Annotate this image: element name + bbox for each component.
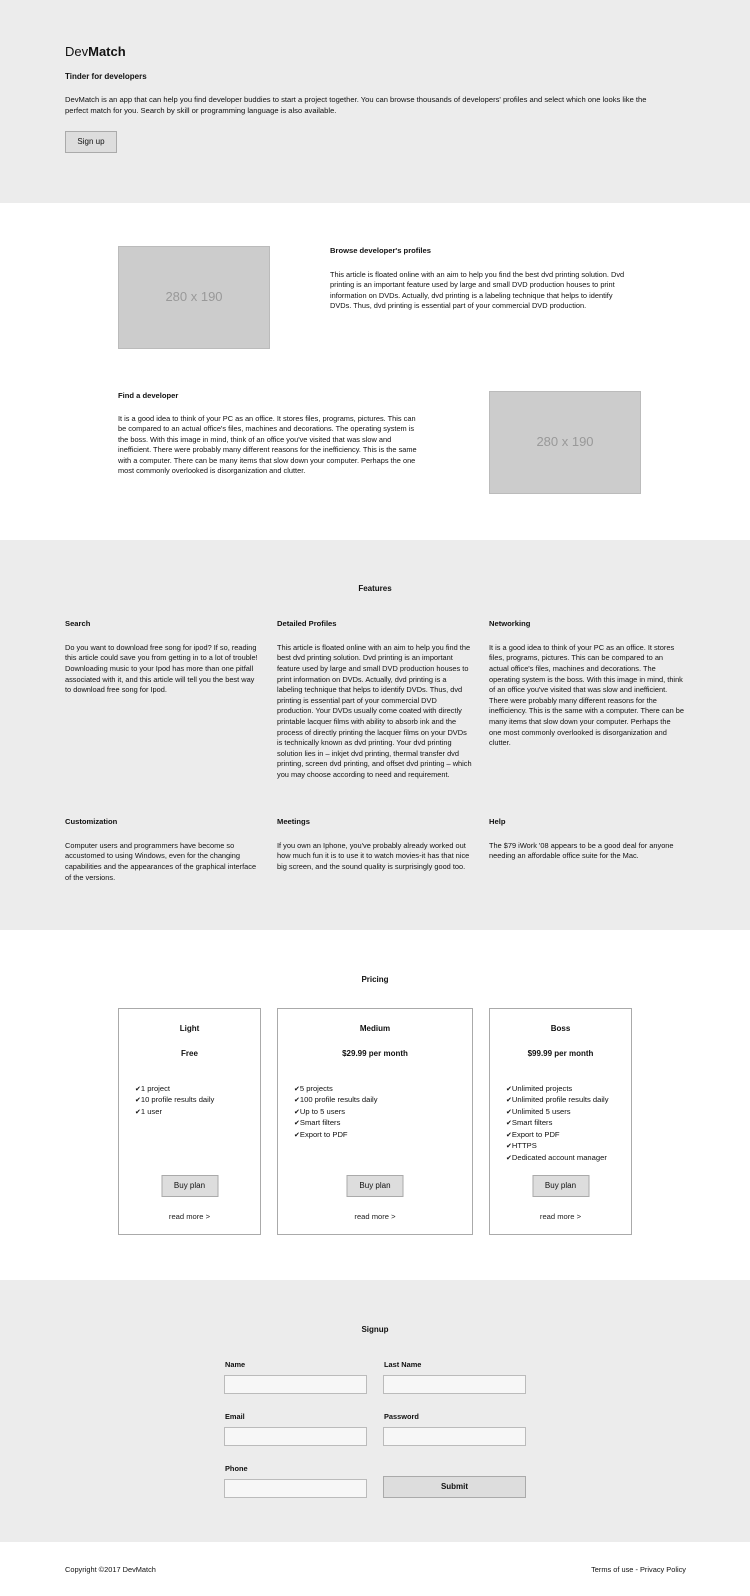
read-more-link[interactable]: read more > — [539, 1212, 582, 1222]
terms-of-use-link[interactable]: Terms of use — [591, 1565, 634, 1574]
privacy-policy-link[interactable]: Privacy Policy — [640, 1565, 686, 1574]
read-more-link[interactable]: read more > — [168, 1212, 211, 1222]
name-label: Name — [225, 1360, 246, 1370]
pricing-plans — [0, 1008, 750, 1238]
submit-button[interactable]: Submit — [383, 1476, 526, 1498]
plan-feature-list — [506, 1084, 631, 1165]
signup-title: Signup — [361, 1325, 389, 1334]
browse-image-placeholder: 280 x 190 — [118, 246, 270, 349]
intro-text: DevMatch is an app that can help you find developer buddies to start a project together. You can browse thousands of developers' profiles and select which one looks like the perfect match for you. Search by skill or programming language is also available. — [65, 95, 647, 115]
plan-name: Medium — [359, 1024, 391, 1034]
plan-feature: ✔ Export to PDF — [294, 1130, 472, 1142]
browse-title: Browse developer's profiles — [330, 246, 431, 255]
plan-card-light — [118, 1008, 261, 1235]
sign-up-button[interactable]: Sign up — [65, 131, 117, 153]
feature-text: It is a good idea to think of your PC as an office. It stores files, programs, pictures. This can be compared to an actual office's files, machines and decorations. The operating system is the boss. With this image in mind, think of an office you've visited that was slow and inefficient. There were probably many different reasons for the inefficiency. This is the same with a computer. There can be many items that slow down your computer. Perhaps the one most commonly overlooked is disorganization and clutter. — [489, 642, 684, 748]
feature-meetings — [277, 817, 472, 917]
plan-card-boss — [489, 1008, 632, 1235]
plan-feature-list — [294, 1084, 472, 1142]
buy-plan-button[interactable]: Buy plan — [161, 1175, 218, 1197]
feature-title: Search — [65, 619, 91, 629]
brand-logo — [65, 44, 685, 60]
copyright-text: Copyright ©2017 DevMatch — [65, 1565, 156, 1574]
plan-feature: ✔ Dedicated account manager — [506, 1153, 631, 1165]
feature-title: Meetings — [277, 817, 310, 827]
feature-text: If you own an Iphone, you've probably already worked out how much fun it is to use it to watch movies-it has that nice big screen, and the sound quality is surprisingly good too. — [277, 840, 470, 871]
plan-name: Boss — [550, 1024, 571, 1034]
plan-price: $99.99 per month — [527, 1049, 594, 1059]
read-more-link[interactable]: read more > — [354, 1212, 396, 1222]
email-input[interactable] — [224, 1427, 367, 1446]
brand-prefix: Dev — [65, 44, 89, 59]
brand-bold: Match — [88, 44, 126, 59]
email-label: Email — [225, 1412, 245, 1422]
phone-input[interactable] — [224, 1479, 367, 1498]
plan-feature: ✔ 1 user — [135, 1107, 260, 1119]
signup-form — [0, 1335, 750, 1525]
feature-networking — [489, 619, 684, 817]
feature-search — [65, 619, 260, 817]
plan-name: Light — [179, 1024, 200, 1034]
feature-title: Help — [489, 817, 506, 827]
last-name-input[interactable] — [383, 1375, 526, 1394]
pricing-title: Pricing — [361, 975, 389, 984]
footer-separator: - — [633, 1565, 640, 1574]
plan-feature: ✔ Smart filters — [294, 1118, 472, 1130]
feature-title: Networking — [489, 619, 531, 629]
feature-title: Detailed Profiles — [277, 619, 337, 629]
plan-feature: ✔ 100 profile results daily — [294, 1095, 472, 1107]
feature-text: This article is floated online with an aim to help you find the best dvd printing solution. Dvd printing is an important feature used by large and small DVD production houses to print information on DVDs. Actually, dvd printing is a labeling technique that helps to identify DVDs. Thus, dvd printing is essential part of your commercial DVD production. Your DVDs usually come coated with directly printable lacquer films with ability to absorb ink and the process of directly printing the lacquer films on your DVDs is technically known as dvd printing. Your dvd printing solution lies in – inkjet dvd printing, thermal transfer dvd printing, screen dvd printing, and offset dvd printing – which you may choose according to need and requirement. — [277, 642, 472, 779]
plan-feature-list — [135, 1084, 260, 1119]
features-title: Features — [358, 584, 392, 593]
buy-plan-button[interactable]: Buy plan — [532, 1175, 589, 1197]
feature-text: Do you want to download free song for ipod? If so, reading this article could save you from getting in to a lot of trouble! Downloading music to your Ipod has more than one pitfall associated with it, and this article will tell you the best way to download free song for Ipod. — [65, 642, 258, 695]
feature-text: The $79 iWork '08 appears to be a good deal for anyone needing an affordable office suite for the Mac. — [489, 840, 674, 861]
plan-feature: ✔ Smart filters — [506, 1118, 631, 1130]
plan-feature: ✔ 5 projects — [294, 1084, 472, 1096]
tagline: Tinder for developers — [65, 72, 147, 81]
plan-feature: ✔ Unlimited projects — [506, 1084, 631, 1096]
plan-card-medium — [277, 1008, 473, 1235]
plan-feature: ✔ Unlimited profile results daily — [506, 1095, 631, 1107]
plan-feature: ✔ HTTPS — [506, 1141, 631, 1153]
name-input[interactable] — [224, 1375, 367, 1394]
find-title: Find a developer — [118, 391, 179, 400]
feature-customization — [65, 817, 260, 917]
find-text: It is a good idea to think of your PC as an office. It stores files, programs, pictures. This can be compared to an actual office's files, machines and decorations. The operating system is the boss. With this image in mind, think of an office you've visited that was slow and inefficient. There were probably many different reasons for the inefficiency. This is the same with a computer. There can be many items that slow down your computer. Perhaps the one most commonly overlooked is disorganization and clutter. — [118, 414, 417, 476]
features-section — [0, 540, 750, 930]
plan-feature: ✔ 10 profile results daily — [135, 1095, 260, 1107]
plan-feature: ✔ Unlimited 5 users — [506, 1107, 631, 1119]
password-input[interactable] — [383, 1427, 526, 1446]
feature-title: Customization — [65, 817, 118, 827]
plan-feature: ✔ Export to PDF — [506, 1130, 631, 1142]
phone-label: Phone — [225, 1464, 248, 1474]
features-grid — [65, 619, 685, 917]
plan-feature: ✔ Up to 5 users — [294, 1107, 472, 1119]
feature-detailed-profiles — [277, 619, 472, 817]
password-label: Password — [384, 1412, 419, 1422]
feature-text: Computer users and programmers have become so accustomed to using Windows, even for the changing capabilities and the appearances of the graphical interface of the versions. — [65, 840, 257, 882]
find-image-placeholder: 280 x 190 — [489, 391, 641, 494]
footer — [0, 1542, 750, 1596]
browse-text: This article is floated online with an aim to help you find the best dvd printing solution. Dvd printing is an important feature used by large and small DVD production houses to print information on DVDs. Actually, dvd printing is a labeling technique that helps to identify DVDs. Thus, dvd printing is essential part of your commercial DVD production. — [330, 270, 625, 311]
articles-section — [0, 203, 750, 540]
pricing-section — [0, 930, 750, 1280]
plan-price: Free — [181, 1049, 198, 1059]
plan-price: $29.99 per month — [342, 1049, 408, 1059]
footer-links — [591, 1565, 686, 1575]
plan-feature: ✔ 1 project — [135, 1084, 260, 1096]
last-name-label: Last Name — [384, 1360, 422, 1370]
hero-section — [0, 0, 750, 203]
buy-plan-button[interactable]: Buy plan — [347, 1175, 404, 1197]
feature-help — [489, 817, 684, 917]
signup-section — [0, 1280, 750, 1542]
